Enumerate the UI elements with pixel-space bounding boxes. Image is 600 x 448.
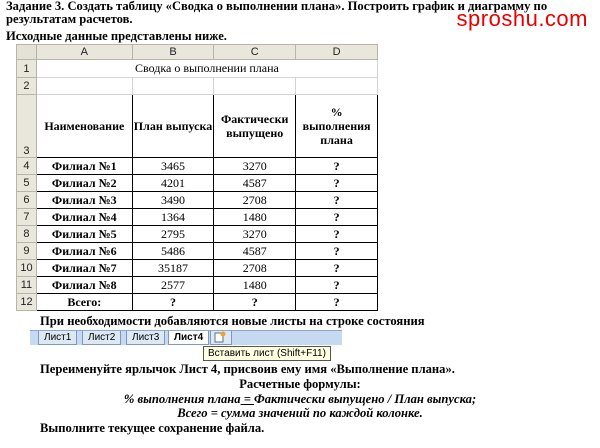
insert-sheet-icon [211, 331, 229, 343]
table-row [17, 175, 378, 192]
plan-cell[interactable]: 5486 [132, 243, 214, 260]
percent-cell[interactable]: ? [296, 277, 378, 294]
row-number[interactable]: 11 [17, 277, 37, 294]
total-row [17, 294, 378, 311]
header-plan-cell[interactable]: План выпуска [132, 95, 214, 158]
percent-cell[interactable]: ? [296, 209, 378, 226]
total-label-cell[interactable]: Всего: [36, 294, 132, 311]
total-fact-cell[interactable]: ? [214, 294, 296, 311]
table-title-cell[interactable]: Сводка о выполнении плана [36, 60, 377, 78]
sheet-row-2 [17, 78, 378, 95]
spreadsheet [16, 44, 378, 309]
plan-cell[interactable]: 3490 [132, 192, 214, 209]
tab-list4[interactable]: Лист4 [168, 331, 209, 345]
plan-cell[interactable]: 1364 [132, 209, 214, 226]
table-row [17, 192, 378, 209]
name-cell[interactable]: Филиал №6 [36, 243, 132, 260]
table-row [17, 243, 378, 260]
percent-cell[interactable]: ? [296, 175, 378, 192]
task-line-2: результатам расчетов. [6, 12, 133, 26]
total-percent-cell[interactable]: ? [296, 294, 378, 311]
name-cell[interactable]: Филиал №1 [36, 158, 132, 175]
table-row [17, 226, 378, 243]
empty-cell[interactable] [36, 78, 132, 95]
save-instruction: Выполните текущее сохранение файла. [40, 421, 265, 435]
row-number[interactable]: 12 [17, 294, 37, 311]
fact-cell[interactable]: 2708 [214, 260, 296, 277]
total-plan-cell[interactable]: ? [132, 294, 214, 311]
percent-cell[interactable]: ? [296, 158, 378, 175]
plan-cell[interactable]: 2577 [132, 277, 214, 294]
name-cell[interactable]: Филиал №4 [36, 209, 132, 226]
percent-cell[interactable]: ? [296, 192, 378, 209]
row-number[interactable]: 2 [17, 78, 37, 95]
note-text: При необходимости добавляются новые листы на строке состояния [40, 314, 425, 328]
fact-cell[interactable]: 1480 [214, 277, 296, 294]
percent-cell[interactable]: ? [296, 260, 378, 277]
table-row [17, 277, 378, 294]
table-row [17, 209, 378, 226]
formula-1-eq: = [240, 392, 255, 406]
empty-cell[interactable] [132, 78, 214, 95]
formula-1 [0, 392, 600, 407]
insert-sheet-button[interactable] [210, 331, 232, 345]
table-row [17, 260, 378, 277]
row-number[interactable]: 5 [17, 175, 37, 192]
select-all-corner[interactable] [17, 45, 37, 60]
plan-cell[interactable]: 2795 [132, 226, 214, 243]
task-line-1: Задание 3. Создать таблицу «Сводка о выполнении плана». Построить график и диаграмму по [6, 0, 548, 13]
empty-cell[interactable] [296, 78, 378, 95]
tab-list2[interactable]: Лист2 [82, 331, 121, 345]
fact-cell[interactable]: 3270 [214, 158, 296, 175]
name-cell[interactable]: Филиал №5 [36, 226, 132, 243]
rename-text: Переименуйте ярлычок Лист 4, присвоив ему имя «Выполнение плана». [40, 362, 455, 376]
fact-cell[interactable]: 1480 [214, 209, 296, 226]
row-number[interactable]: 3 [17, 95, 37, 158]
sheet-row-1 [17, 60, 378, 78]
formula-1-lhs: % выполнения плана [123, 392, 241, 406]
formula-1-rhs: Фактически выпущено / План выпуска; [254, 392, 477, 406]
spreadsheet-grid [16, 44, 378, 311]
name-cell[interactable]: Филиал №2 [36, 175, 132, 192]
column-header-b[interactable]: B [132, 45, 214, 60]
table-row [17, 158, 378, 175]
sheet-tab-bar [30, 330, 342, 345]
fact-cell[interactable]: 3270 [214, 226, 296, 243]
formula-2: Всего = сумма значений по каждой колонке. [177, 406, 423, 420]
sheet-row-3 [17, 95, 378, 158]
row-number[interactable]: 8 [17, 226, 37, 243]
row-number[interactable]: 4 [17, 158, 37, 175]
plan-cell[interactable]: 35187 [132, 260, 214, 277]
rename-instruction [40, 362, 455, 377]
column-header-row [17, 45, 378, 60]
plan-cell[interactable]: 4201 [132, 175, 214, 192]
fact-cell[interactable]: 2708 [214, 192, 296, 209]
row-number[interactable]: 10 [17, 260, 37, 277]
row-number[interactable]: 6 [17, 192, 37, 209]
name-cell[interactable]: Филиал №3 [36, 192, 132, 209]
header-name-cell[interactable]: Наименование [36, 95, 132, 158]
fact-cell[interactable]: 4587 [214, 243, 296, 260]
column-header-a[interactable]: A [36, 45, 132, 60]
formulas-title: Расчетные формулы: [239, 377, 361, 391]
percent-cell[interactable]: ? [296, 243, 378, 260]
column-header-d[interactable]: D [296, 45, 378, 60]
header-percent-cell[interactable]: % выполнения плана [296, 95, 378, 158]
tab-list3[interactable]: Лист3 [126, 331, 165, 345]
watermark: sproshu.com [456, 6, 588, 31]
row-number[interactable]: 7 [17, 209, 37, 226]
row-number[interactable]: 9 [17, 243, 37, 260]
column-header-c[interactable]: C [214, 45, 296, 60]
percent-cell[interactable]: ? [296, 226, 378, 243]
name-cell[interactable]: Филиал №8 [36, 277, 132, 294]
intro-text: Исходные данные представлены ниже. [6, 29, 227, 43]
plan-cell[interactable]: 3465 [132, 158, 214, 175]
tooltip: Вставить лист (Shift+F11) [203, 346, 331, 361]
row-number[interactable]: 1 [17, 60, 37, 78]
empty-cell[interactable] [214, 78, 296, 95]
fact-cell[interactable]: 4587 [214, 175, 296, 192]
tab-list1[interactable]: Лист1 [38, 331, 77, 345]
name-cell[interactable]: Филиал №7 [36, 260, 132, 277]
header-fact-cell[interactable]: Фактически выпущено [214, 95, 296, 158]
